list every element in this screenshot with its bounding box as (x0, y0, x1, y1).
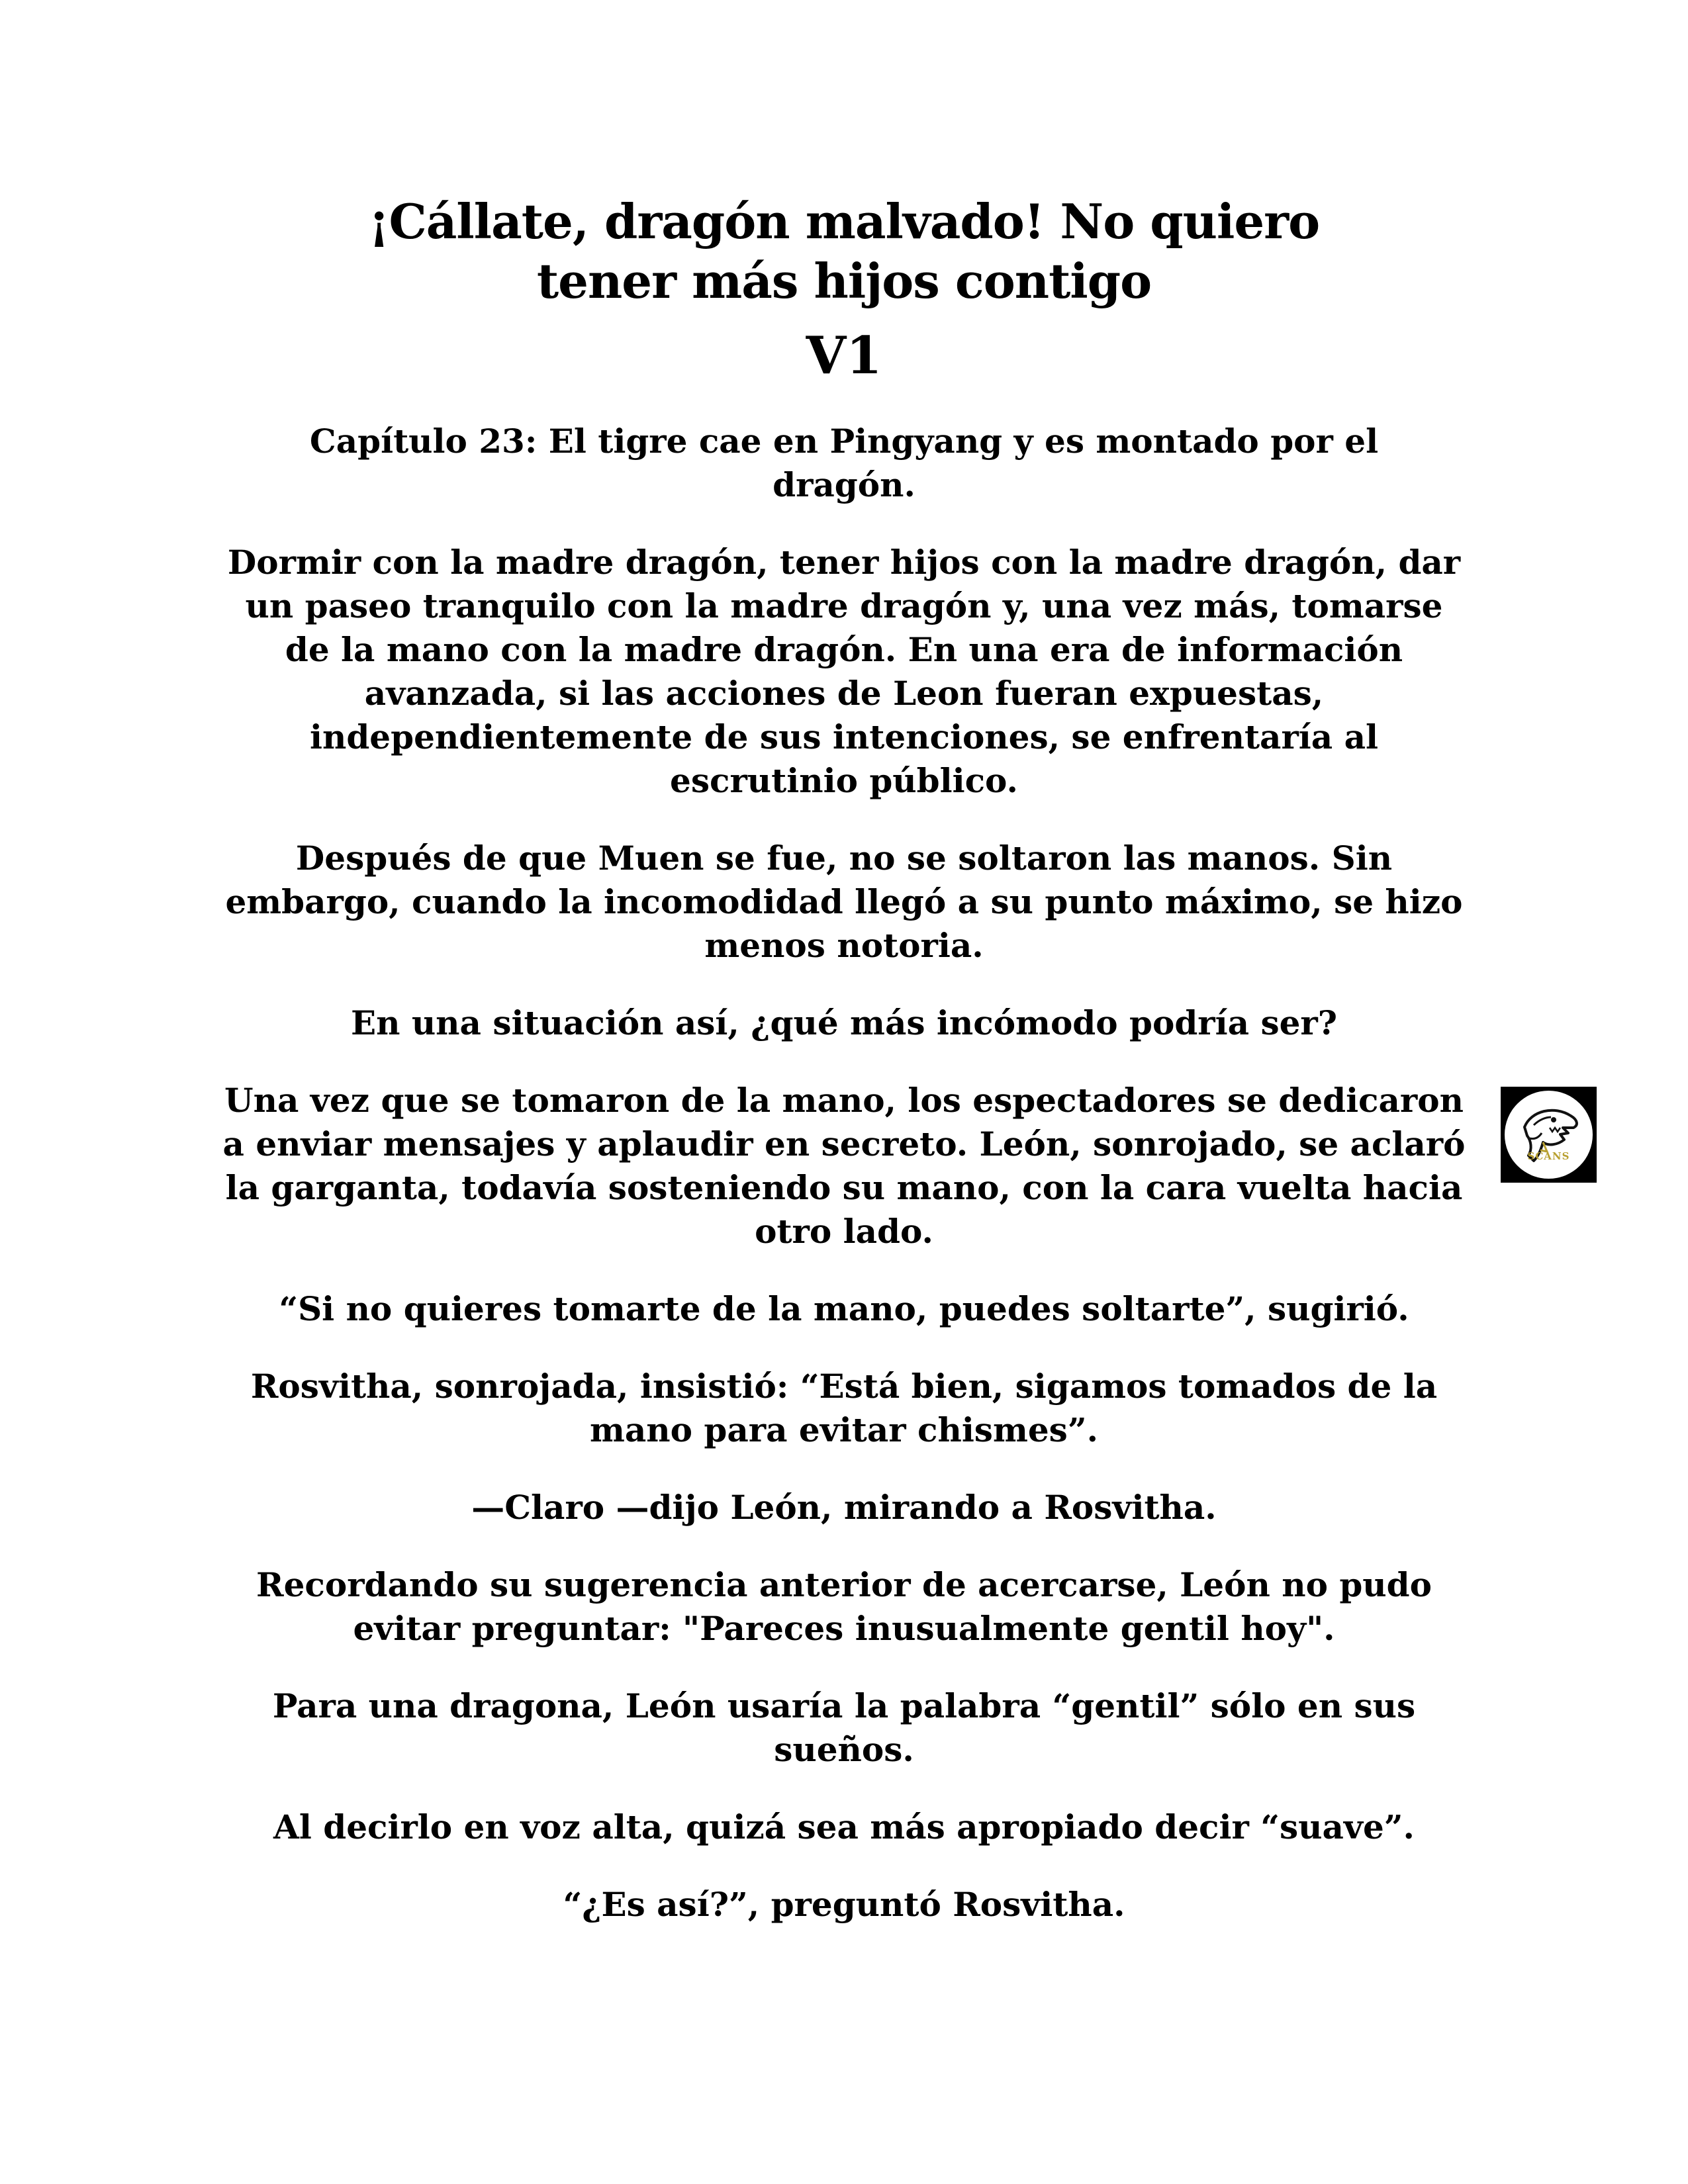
dinosaur-head-icon (1505, 1091, 1593, 1179)
paragraph: Rosvitha, sonrojada, insistió: “Está bien, sigamos tomados de la mano para evitar chismes”. (250, 1367, 1438, 1449)
paragraph: Después de que Muen se fue, no se soltaron las manos. Sin embargo, cuando la incomodidad llegó a su punto máximo, se hizo menos notoria. (225, 839, 1463, 965)
paragraph: Una vez que se tomaron de la mano, los espectadores se dedicaron a enviar mensajes y aplaudir en secreto. León, sonrojado, se aclaró la garganta, todavía sosteniendo su mano, con la cara vuelta hacia otro lado. (222, 1081, 1466, 1251)
volume-label: V1 (806, 326, 882, 386)
paragraph: “Si no quieres tomarte de la mano, puedes soltarte”, sugirió. (279, 1289, 1409, 1328)
chapter-heading: Capítulo 23: El tigre cae en Pingyang y es montado por el dragón. (309, 422, 1379, 504)
paragraph: “¿Es así?”, preguntó Rosvitha. (563, 1885, 1125, 1924)
watermark-text: SCANS (1527, 1150, 1570, 1162)
paragraph: Dormir con la madre dragón, tener hijos con la madre dragón, dar un paseo tranquilo con la madre dragón y, una vez más, tomarse de la mano con la madre dragón. En una era de información avanzada, si las acciones de Leon fueran expuestas, independientemente de sus intenciones, se enfrentaría al escrutinio público. (227, 543, 1461, 800)
paragraph: —Claro —dijo León, mirando a Rosvitha. (471, 1488, 1217, 1527)
document-body (218, 192, 1470, 1927)
document-title: ¡Cállate, dragón malvado! No quiero tener más hijos contigo (368, 193, 1320, 309)
dinosaur-logo-icon (1501, 1087, 1597, 1183)
paragraph: Para una dragona, León usaría la palabra “gentil” sólo en sus sueños. (272, 1686, 1416, 1769)
paragraph: Recordando su sugerencia anterior de acercarse, León no pudo evitar preguntar: "Pareces inusualmente gentil hoy". (256, 1565, 1432, 1648)
logo-badge (1505, 1091, 1593, 1179)
paragraph: Al decirlo en voz alta, quizá sea más apropiado decir “suave”. (273, 1807, 1415, 1846)
paragraph: En una situación así, ¿qué más incómodo podría ser? (350, 1003, 1338, 1042)
